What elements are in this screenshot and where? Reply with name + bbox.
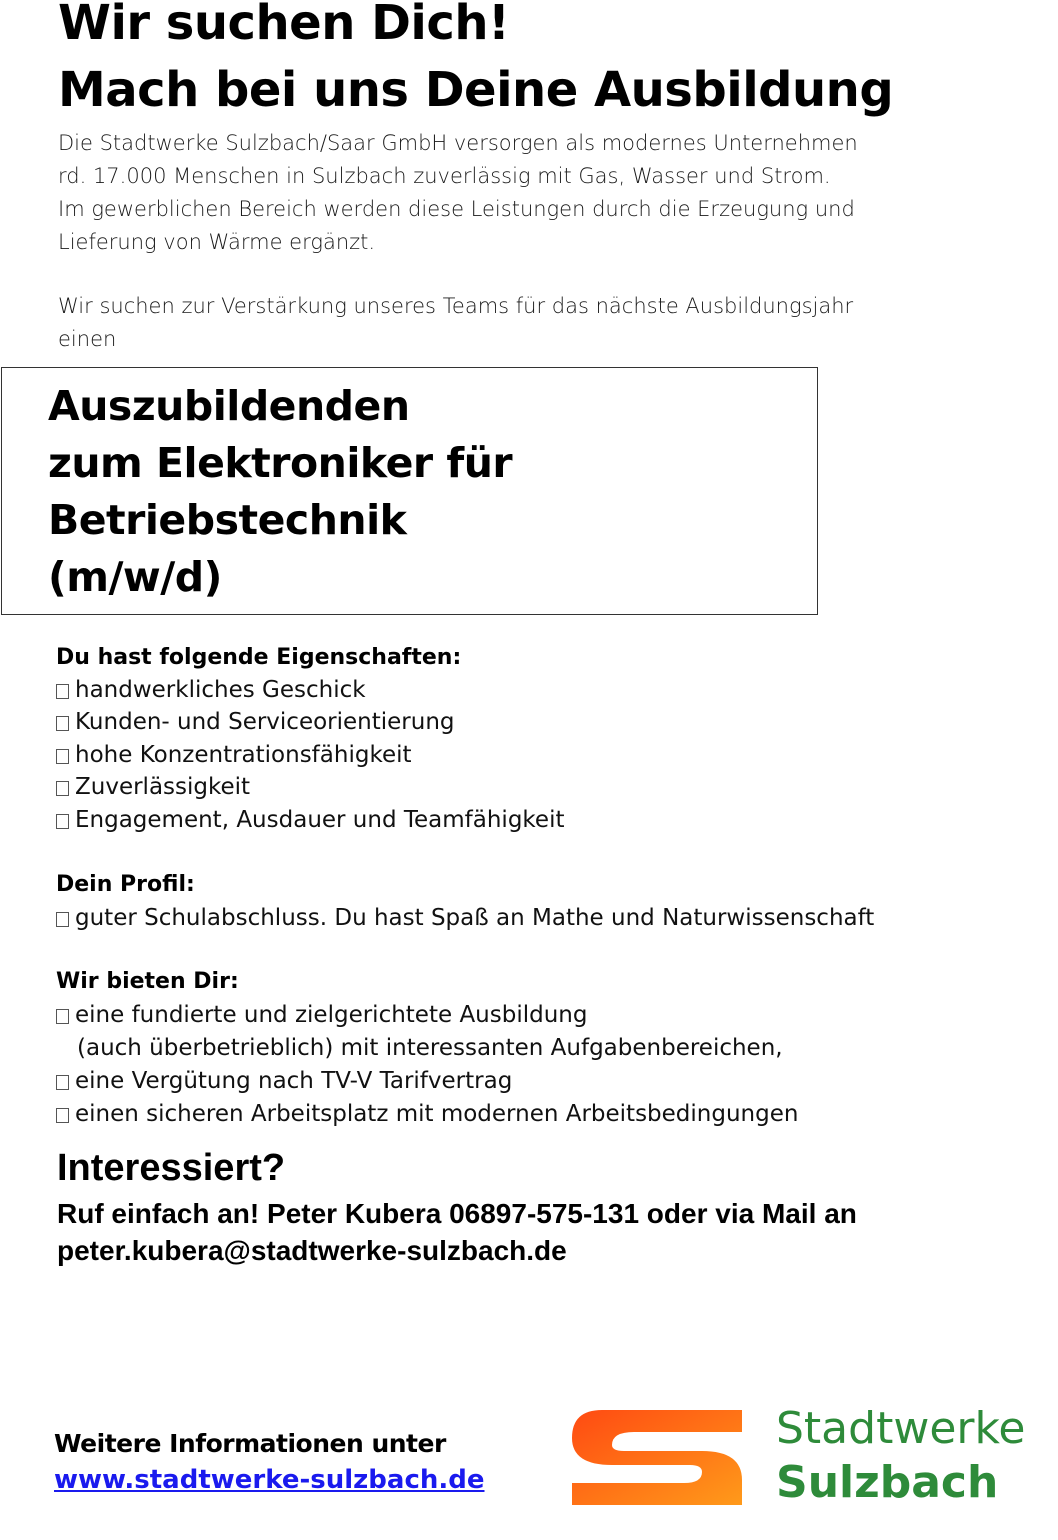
- list-item-text: hohe Konzentrationsfähigkeit: [75, 742, 412, 768]
- list-item-text: handwerkliches Geschick: [75, 677, 366, 703]
- list-item: [56, 804, 564, 836]
- intro-line: Die Stadtwerke Sulzbach/Saar GmbH versorgen als modernes Unternehmen: [58, 131, 858, 155]
- list-item: [56, 706, 455, 738]
- list-item-text: Zuverlässigkeit: [75, 774, 251, 800]
- list-item: [56, 902, 874, 934]
- list-item-text: Kunden- und Serviceorientierung: [75, 709, 455, 735]
- intro-line: Im gewerblichen Bereich werden diese Leistungen durch die Erzeugung und: [58, 197, 855, 221]
- list-item-text: Engagement, Ausdauer und Teamfähigkeit: [75, 807, 565, 833]
- eigenschaften-heading: Du hast folgende Eigenschaften:: [56, 645, 462, 670]
- list-item: [56, 999, 587, 1031]
- list-item-text: eine fundierte und zielgerichtete Ausbildung: [75, 1002, 588, 1028]
- cta-title: Interessiert?: [57, 1147, 286, 1189]
- search-paragraph: [58, 290, 1018, 356]
- job-title-line: zum Elektroniker für: [48, 439, 513, 487]
- website-link[interactable]: www.stadtwerke-sulzbach.de: [54, 1465, 485, 1495]
- checkbox-bullet-icon: [56, 1009, 69, 1024]
- checkbox-bullet-icon: [56, 749, 69, 764]
- cta-contact-line: Ruf einfach an! Peter Kubera 06897-575-131 oder via Mail an: [57, 1198, 857, 1229]
- checkbox-bullet-icon: [56, 781, 69, 796]
- headline-line-2: Mach bei uns Deine Ausbildung: [58, 62, 894, 118]
- checkbox-bullet-icon: [56, 912, 69, 927]
- checkbox-bullet-icon: [56, 814, 69, 829]
- bieten-heading: Wir bieten Dir:: [56, 969, 239, 994]
- checkbox-bullet-icon: [56, 716, 69, 731]
- intro-line: Lieferung von Wärme ergänzt.: [58, 230, 376, 254]
- list-item: [56, 674, 366, 706]
- list-item: [56, 1065, 512, 1097]
- search-line: Wir suchen zur Verstärkung unseres Teams für das nächste Ausbildungsjahr: [58, 294, 854, 318]
- logo-text-line-1: Stadtwerke: [776, 1403, 1026, 1454]
- job-title-line: Auszubildenden: [48, 382, 410, 430]
- list-item: [56, 1098, 798, 1130]
- list-item-text: einen sicheren Arbeitsplatz mit modernen Arbeitsbedingungen: [75, 1101, 799, 1127]
- cta-email: peter.kubera@stadtwerke-sulzbach.de: [57, 1235, 567, 1266]
- list-item-text: guter Schulabschluss. Du hast Spaß an Mathe und Naturwissenschaft: [75, 905, 875, 931]
- more-info-label: Weitere Informationen unter: [54, 1429, 446, 1458]
- stadtwerke-logo-mark-icon: [572, 1410, 742, 1505]
- intro-line: rd. 17.000 Menschen in Sulzbach zuverlässig mit Gas, Wasser und Strom.: [58, 164, 831, 188]
- job-title: [48, 378, 512, 606]
- logo-text-line-2: Sulzbach: [776, 1457, 999, 1508]
- checkbox-bullet-icon: [56, 1108, 69, 1123]
- checkbox-bullet-icon: [56, 1075, 69, 1090]
- profil-heading: Dein Profil:: [56, 872, 195, 897]
- list-item-continuation: (auch überbetrieblich) mit interessanten Aufgabenbereichen,: [77, 1035, 783, 1061]
- job-title-line: Betriebstechnik: [48, 496, 407, 544]
- headline-line-1: Wir suchen Dich!: [58, 0, 510, 51]
- list-item: [56, 771, 250, 803]
- job-title-line: (m/w/d): [48, 553, 222, 601]
- search-line: einen: [58, 327, 117, 351]
- checkbox-bullet-icon: [56, 684, 69, 699]
- list-item: [56, 739, 412, 771]
- intro-paragraph: [58, 127, 1018, 259]
- list-item-text: eine Vergütung nach TV-V Tarifvertrag: [75, 1068, 513, 1094]
